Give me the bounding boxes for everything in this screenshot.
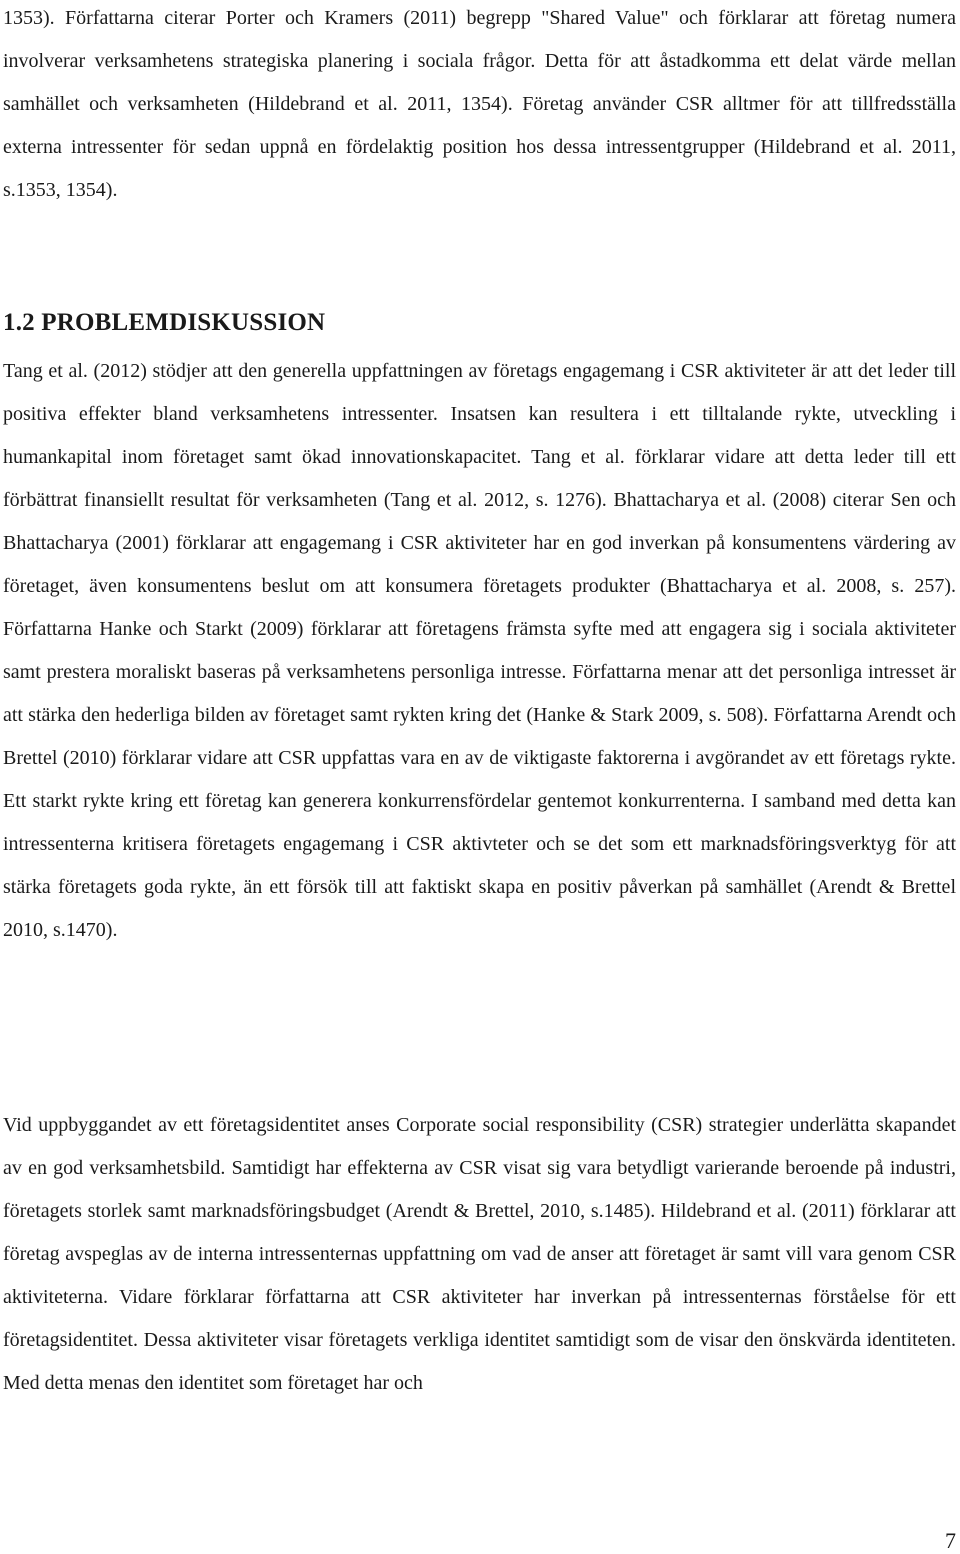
paragraph-corporate-identity: Vid uppbyggandet av ett företagsidentitet anses Corporate social responsibility (CSR) strategier underlätta skapandet av en god verksamhetsbild. Samtidigt har effekterna av CSR visat sig vara betydligt varierande beroende på industri, företagets storlek samt marknadsföringsbudget (Arendt & Brettel, 2010, s.1485). Hildebrand et al. (2011) förklarar att företag avspeglas av de interna intressenternas uppfattning om vad de anser att företaget är samt vill vara genom CSR aktiviteterna. Vidare förklarar författarna att CSR aktiviteter har inverkan på intressenternas förståelse för ett företagsidentitet. Dessa aktiviteter visar företagets verkliga identitet samtidigt som de visar den önskvärda identiteten. Med detta menas den identitet som företaget har och (3, 1114, 956, 1394)
paragraph-intro: 1353). Författarna citerar Porter och Kramers (2011) begrepp "Shared Value" och förklarar att företag numera involverar verksamhetens strategiska planering i sociala frågor. Detta för att åstadkomma ett delat värde mellan samhället och verksamheten (Hildebrand et al. 2011, 1354). Företag använder CSR alltmer för att tillfredsställa externa intressenter för sedan uppnå en fördelaktig position hos dessa intressentgrupper (Hildebrand et al. 2011, s.1353, 1354). (3, 7, 956, 201)
section-heading: 1.2 PROBLEMDISKUSSION (3, 309, 326, 336)
paragraph-problem-discussion: Tang et al. (2012) stödjer att den generella uppfattningen av företags engagemang i CSR aktiviteter är att det leder till positiva effekter bland verksamhetens intressenter. Insatsen kan resultera i ett tilltalande rykte, utveckling i humankapital inom företaget samt ökad innovationskapacitet. Tang et al. förklarar vidare att detta leder till ett förbättrat finansiellt resultat för verksamheten (Tang et al. 2012, s. 1276). Bhattacharya et al. (2008) citerar Sen och Bhattacharya (2001) förklarar att engagemang i CSR aktiviteter har en god inverkan på konsumentens värdering av företaget, även konsumentens beslut om att konsumera företagets produkter (Bhattacharya et al. 2008, s. 257). Författarna Hanke och Starkt (2009) förklarar att företagens främsta syfte med att engagera sig i sociala aktiviteter samt prestera moraliskt baseras på verksamhetens personliga intresse. Författarna menar att det personliga intresset är att stärka den hederliga bilden av företaget samt rykten kring det (Hanke & Stark 2009, s. 508). Författarna Arendt och Brettel (2010) förklarar vidare att CSR uppfattas vara en av de viktigaste faktorerna i avgörandet av ett företags rykte. Ett starkt rykte kring ett företag kan generera konkurrensfördelar gentemot konkurrenterna. I samband med detta kan intressenterna kritisera företagets engagemang i CSR aktivteter och se det som ett marknadsföringsverktyg för att stärka företagets goda rykte, än ett försök till att faktiskt skapa en positiv påverkan på samhället (Arendt & Brettel 2010, s.1470). (3, 360, 956, 941)
page-number: 7 (945, 1528, 956, 1553)
